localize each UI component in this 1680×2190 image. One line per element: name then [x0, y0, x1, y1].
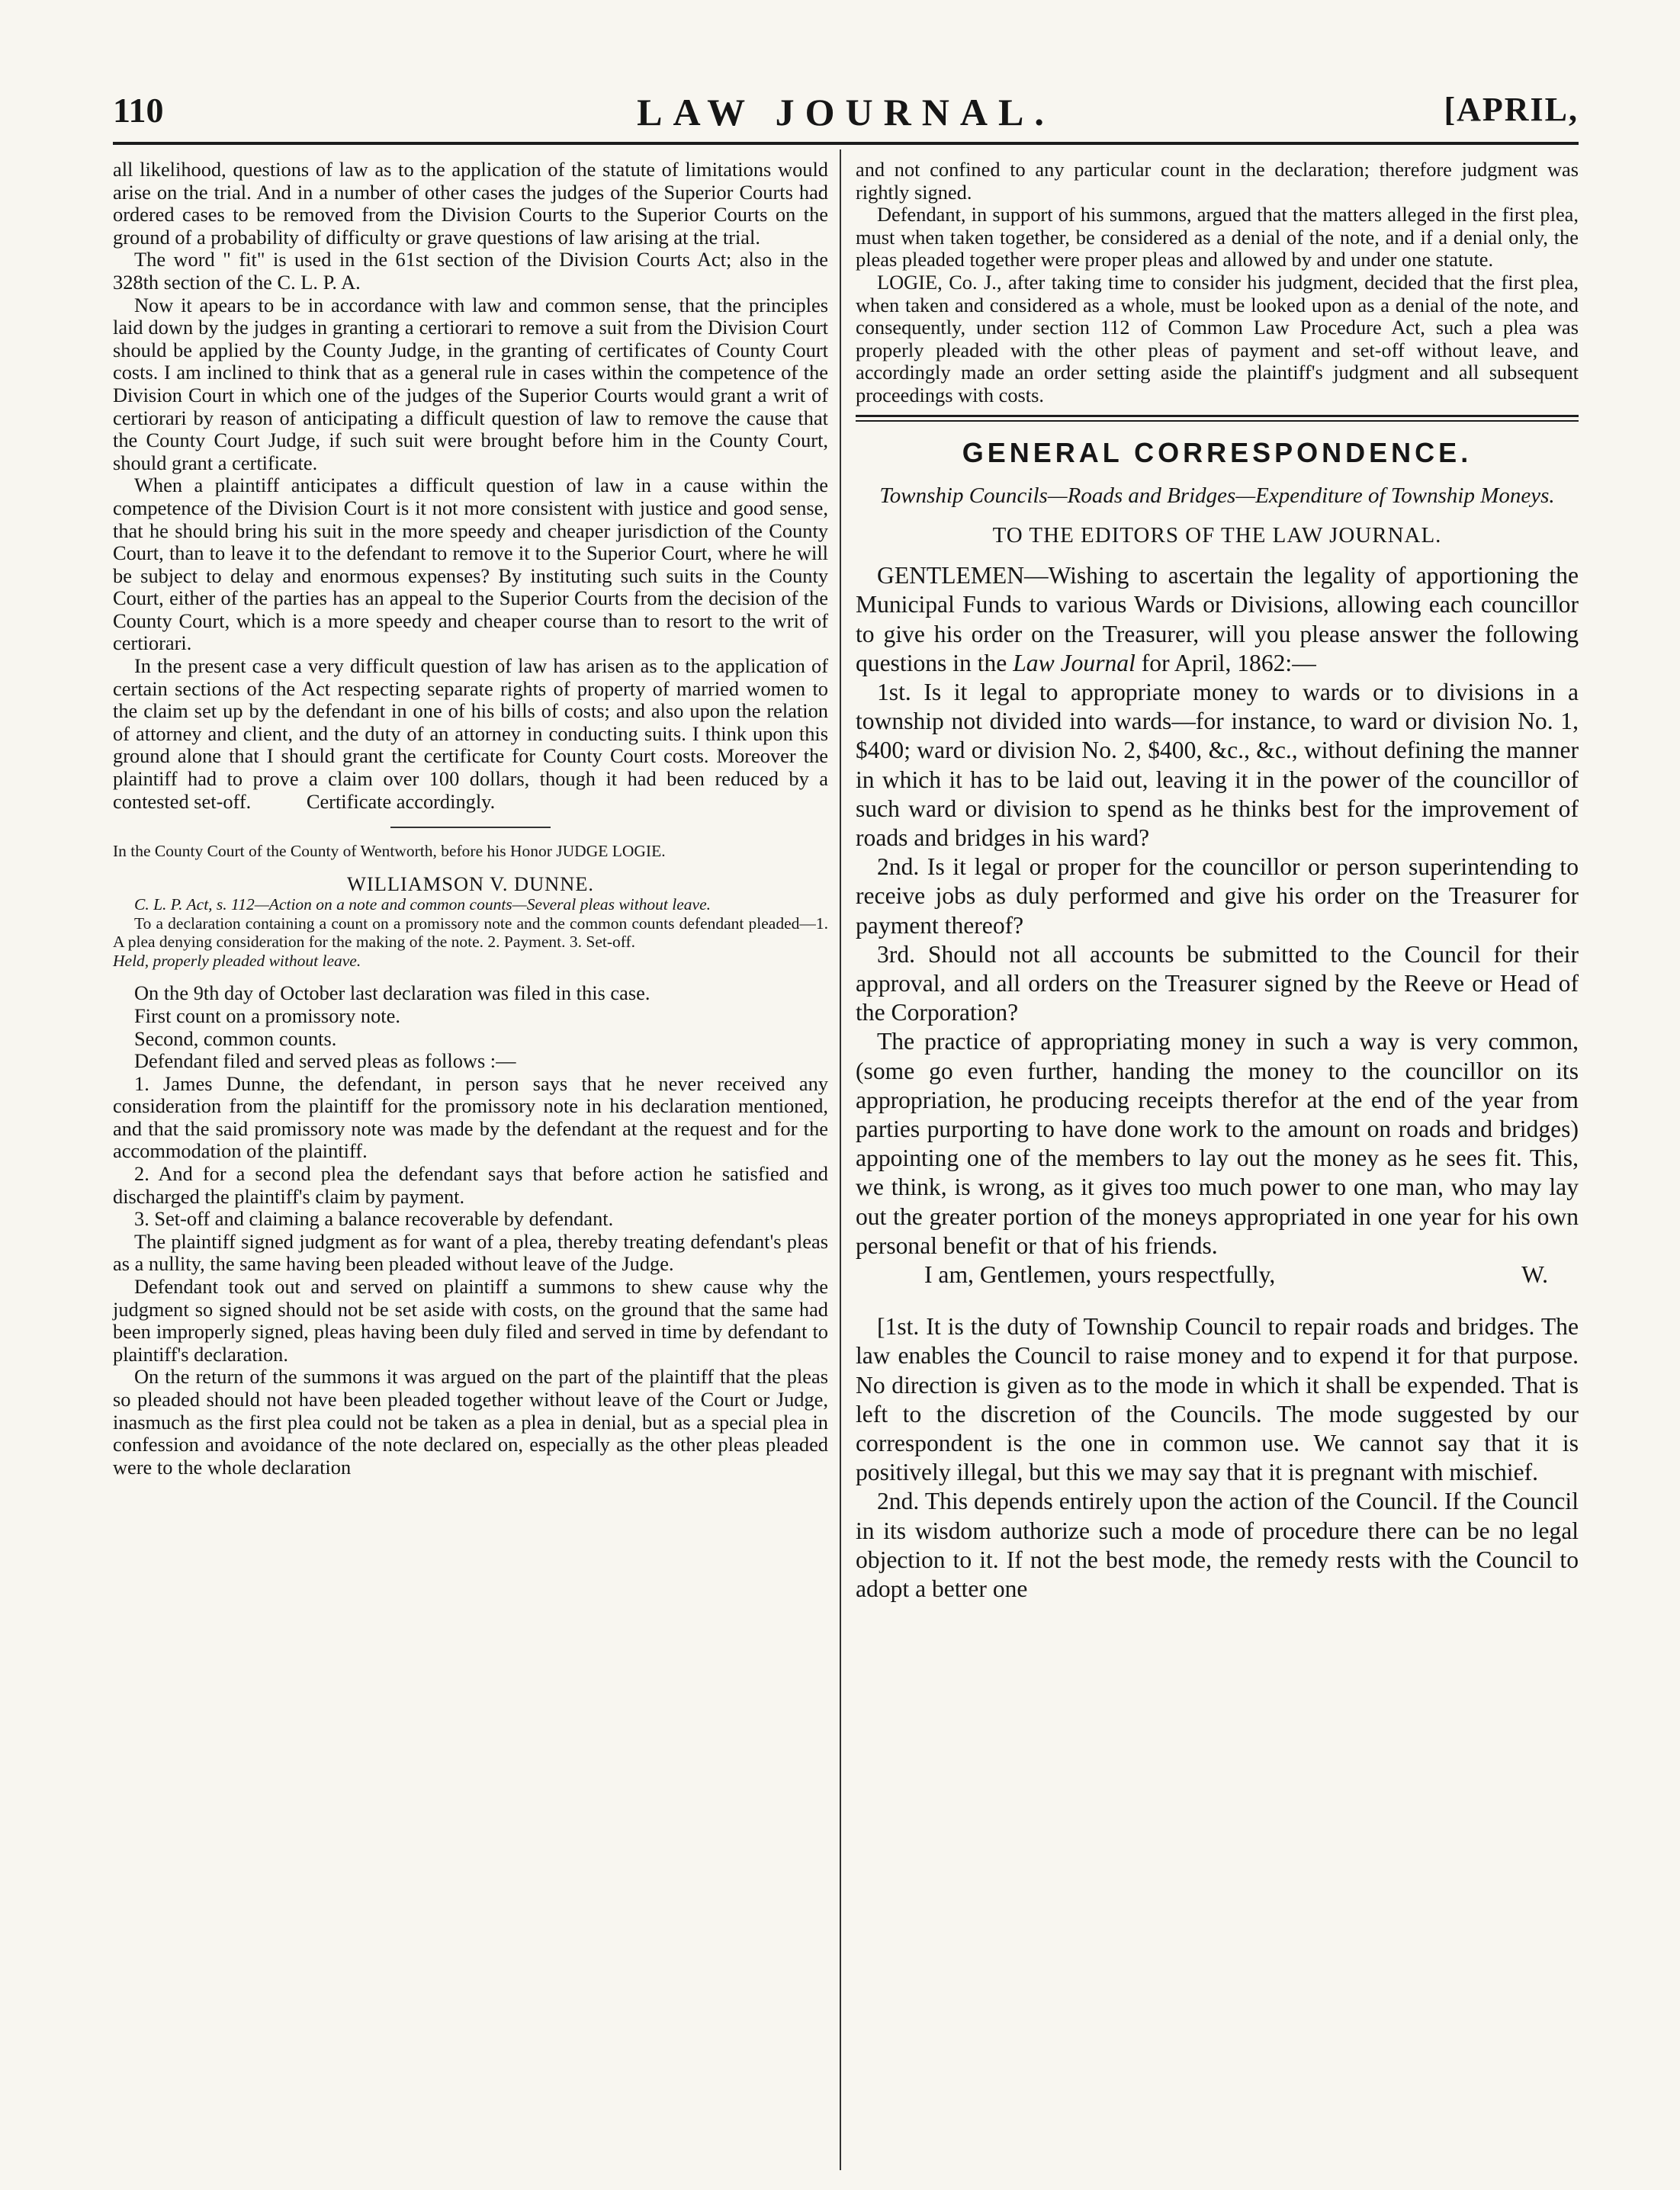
held-note: Held, properly pleaded without leave.: [113, 951, 361, 970]
paragraph: all likelihood, questions of law as to the application of the statute of limitations would arise on the trial. And in a number of other cases the judges of the Superior Courts had ordered cases to be removed from the Division Courts to the Superior Courts on the ground of a probability of difficulty or grave questions of law arising at the trial.: [113, 158, 828, 249]
paragraph: On the return of the summons it was argued on the part of the plaintiff that the pleas so pleaded should not have been pleaded together without leave of the Court or Judge, inasmuch as the first plea could not be taken as a plea in denial, but as a special plea in confession and avoidance of the note declared on, especially as the other pleas pleaded were to the whole declaration: [113, 1365, 828, 1479]
paragraph: The practice of appropriating money in such a way is very common, (some go even further, handing the money to the councillor on its appropriation, he producing receipts therefor at the end of the year from parties purporting to have done work to the amount on roads and bridges) appointing one of the members to lay out the money as he sees fit. This, we think, is wrong, as it gives too much power to one man, who may lay out the greater portion of the moneys appropriated in one year for his own personal benefit or that of his friends.: [856, 1028, 1579, 1259]
issue-month: [APRIL,: [1444, 91, 1579, 128]
paragraph: 2nd. Is it legal or proper for the councillor or person superintending to receive jobs as duly performed and give his order on the Treasurer for payment thereof?: [856, 853, 1579, 939]
paragraph: Second, common counts.: [134, 1026, 337, 1050]
paragraph: Defendant took out and served on plaintiff a summons to shew cause why the judgment so signed should not be set aside with costs, on the ground that the same had been improperly signed, pleas having been duly filed and served in time by defendant to plaintiff's declaration.: [113, 1275, 828, 1366]
salutation-heading: TO THE EDITORS OF THE LAW JOURNAL.: [992, 523, 1442, 548]
paragraph: [856, 561, 1579, 678]
paragraph: Defendant filed and served pleas as follows :—: [134, 1049, 516, 1073]
paragraph: 3rd. Should not all accounts be submitted to the Council for their approval, and all orders on the Treasurer signed by the Reeve or Head of the Corporation?: [856, 940, 1579, 1026]
section-separator: [390, 827, 551, 828]
paragraph: and not confined to any particular count in the declaration; therefore judgment was rightly signed.: [856, 158, 1579, 204]
header-rule: [113, 142, 1579, 145]
journal-title: LAW JOURNAL.: [637, 91, 1055, 133]
court-line: In the County Court of the County of Wentworth, before his Honor JUDGE LOGIE.: [113, 842, 666, 861]
paragraph: First count on a promissory note.: [134, 1003, 400, 1027]
judgment-outcome: Certificate accordingly.: [306, 789, 496, 813]
paragraph: [1st. It is the duty of Township Council to repair roads and bridges. The law enables the Council to raise money and to expend it for that purpose. No direction is given as to the mode in which it shall be expended. That is left to the discretion of the Councils. The mode suggested by our correspondent is the one in common use. We cannot say that it is positively illegal, but this we may say that it is pregnant with mischief.: [856, 1313, 1579, 1486]
paragraph: 2nd. This depends entirely upon the action of the Council. If the Council in its wisdom authorize such a mode of procedure there can be no legal objection to it. If not the best mode, the remedy rests with the Council to adopt a better one: [856, 1488, 1579, 1603]
page-number: 110: [113, 91, 164, 130]
paragraph: 2. And for a second plea the defendant says that before action he satisfied and discharged the plaintiff's claim by payment.: [113, 1162, 828, 1208]
paragraph-text: for April, 1862:—: [1141, 649, 1316, 676]
case-subtitle: C. L. P. Act, s. 112—Action on a note and common counts—Several pleas without leave.: [134, 895, 712, 914]
page-header: [113, 90, 1579, 136]
signature-line: [856, 1260, 1579, 1289]
section-rule: [856, 415, 1579, 422]
section-title: GENERAL CORRESPONDENCE.: [962, 436, 1473, 468]
paragraph: LOGIE, Co. J., after taking time to consider his judgment, decided that the first plea, when taken and considered as a whole, must be looked upon as a denial of the note, and consequently, under section 112 of Common Law Procedure Act, such a plea was properly pleaded with the other pleas of payment and set-off without leave, and accordingly made an order setting aside the plaintiff's judgment and all subsequent proceedings with costs.: [856, 270, 1579, 406]
case-title: WILLIAMSON V. DUNNE.: [347, 872, 594, 895]
left-column: [113, 159, 828, 1479]
paragraph: 1. James Dunne, the defendant, in person says that he never received any consideration from the plaintiff for the promissory note in his declaration mentioned, and that the said promissory note was made by the defendant at the request and for the accommodation of the plaintiff.: [113, 1071, 828, 1163]
right-column: [856, 159, 1579, 1604]
column-divider: [840, 149, 841, 2170]
paragraph: Defendant, in support of his summons, argued that the matters alleged in the first plea, must when taken together, be considered as a denial of the note, and if a denial only, the pleas pleaded together were proper pleas and allowed by and under one statute.: [856, 203, 1579, 271]
paragraph-text: GENTLEMEN—Wishing to ascertain the legality of apportioning the Municipal Funds to various Wards or Divisions, allowing each councillor to give his order on the Treasurer, will you please answer the following questions in the: [856, 562, 1579, 676]
correspondence-title: Township Councils—Roads and Bridges—Expenditure of Township Moneys.: [879, 483, 1555, 509]
paragraph: The plaintiff signed judgment as for want of a plea, thereby treating defendant's pleas as a nullity, the same having been pleaded without leave of the Judge.: [113, 1229, 828, 1276]
paragraph: 1st. Is it legal to appropriate money to wards or to divisions in a township not divided into wards—for instance, to ward or division No. 1, $400; ward or division No. 2, $400, &c., &c., without defining the manner in which it has to be laid out, leaving it in the power of the councillor of such ward or division to spend as he thinks best for the improvement of roads and bridges in his ward?: [856, 678, 1579, 851]
paragraph: The word " fit" is used in the 61st section of the Division Courts Act; also in the 328th section of the C. L. P. A.: [113, 248, 828, 294]
paragraph-text: In the present case a very difficult question of law has arisen as to the application of certain sections of the Act respecting separate rights of property of married women to the claim set up by the defendant in one of his bills of costs; and also upon the relation of attorney and client, and the duty of an attorney in conducting suits. I think upon this ground alone that I should grant the certificate for County Court costs. Moreover the plaintiff had to prove a claim over 100 dollars, though it had been reduced by a contested set-off.: [113, 654, 828, 813]
closing-text: I am, Gentlemen, yours respectfully,: [924, 1261, 1276, 1288]
headnote: To a declaration containing a count on a promissory note and the common counts defendant pleaded—1. A plea denying consideration for the making of the note. 2. Payment. 3. Set-off.: [113, 914, 828, 952]
paragraph: When a plaintiff anticipates a difficult question of law in a cause within the competence of the Division Court is it not more consistent with justice and good sense, that he should bring his suit in the more speedy and cheaper jurisdiction of the County Court, than to leave it to the defendant to remove it to the Superior Court, where he will be subject to delay and enormous expenses? By instituting such suits in the County Court, either of the parties has an appeal to the Superior Courts from the decision of the County Court, which is a more speedy and cheaper course than to resort to the writ of certiorari.: [113, 474, 828, 655]
paragraph: On the 9th day of October last declaration was filed in this case.: [134, 981, 650, 1005]
signature-name: W.: [1521, 1261, 1548, 1288]
paragraph: [113, 655, 828, 813]
paragraph: Now it apears to be in accordance with law and common sense, that the principles laid down by the judges in granting a certiorari to remove a suit from the Division Court should be applied by the County Judge, in the granting of certificates of County Court costs. I am inclined to think that as a general rule in cases within the competence of the Division Court in which one of the judges of the Superior Courts would grant a writ of certiorari by reason of anticipating a difficult question of law to remove the cause that the County Court Judge, if such suit were brought before him in the County Court, should grant a certificate.: [113, 293, 828, 474]
journal-name: Law Journal: [1013, 649, 1136, 676]
paragraph: 3. Set-off and claiming a balance recoverable by defendant.: [134, 1207, 614, 1231]
